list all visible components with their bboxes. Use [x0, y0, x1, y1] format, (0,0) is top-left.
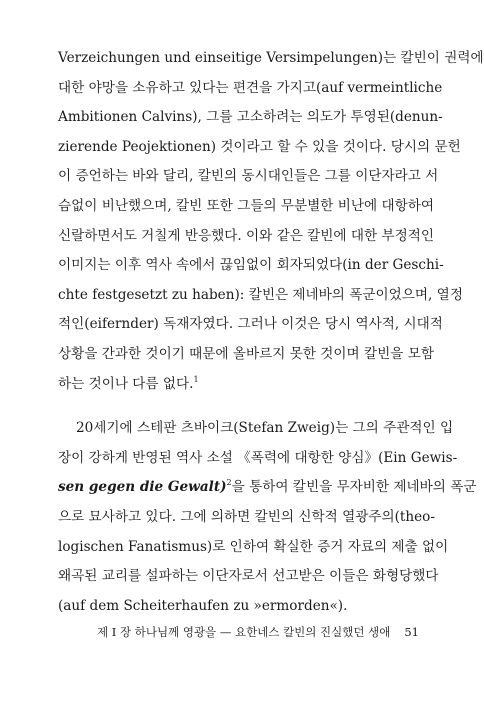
text-line: 장이 강하게 반영된 역사 소설 《폭력에 대항한 양심》(Ein Gewis- — [58, 449, 458, 466]
text-line: 왜곡된 교리를 설파하는 이단자로서 선고받은 이들은 화형당했다 — [58, 568, 439, 585]
text-line — [58, 370, 415, 400]
text-line: Ambitionen Calvins), 그를 고소하려는 의도가 투영된(denun- — [58, 109, 443, 126]
text-line: 이미지는 이후 역사 속에서 끊임없이 회자되었다(in der Geschi- — [58, 257, 444, 274]
text-line: Verzeichungen und einseitige Versimpelungen)는 칼빈이 권력에 — [58, 50, 484, 66]
running-head: 제 I 장 하나님께 영광을 — 요한네스 칼빈의 진실했던 생애 — [97, 625, 391, 639]
text-line: logischen Fanatismus)로 인하여 확실한 증거 자료의 제출 없이 — [58, 538, 449, 555]
body-text — [58, 44, 484, 621]
text-line: chte festgesetzt zu haben): 칼빈은 제네바의 폭군이었으며, 열정 — [58, 286, 463, 303]
text-segment: 하는 것이나 다름 없다. — [58, 375, 194, 392]
text-line: (auf dem Scheiterhaufen zu »ermorden«). — [58, 597, 348, 614]
paragraph-1 — [58, 44, 484, 399]
page-number: 51 — [404, 625, 419, 639]
text-line: 상황을 간과한 것이기 때문에 올바르지 못한 것이며 칼빈을 모함 — [58, 345, 434, 362]
paragraph-2 — [58, 414, 477, 621]
text-line: zierende Peojektionen) 것이라고 할 수 있을 것이다. 당시의 문헌 — [58, 138, 461, 155]
text-line — [58, 473, 477, 503]
footnote-ref-1[interactable]: 1 — [193, 374, 199, 384]
text-segment: 을 통하여 칼빈을 무자비한 제네바의 폭군 — [231, 479, 477, 496]
page-footer — [62, 624, 419, 640]
book-title-italic: sen gegen die Gewalt) — [58, 479, 227, 496]
footnote-ref-2[interactable]: 2 — [226, 478, 232, 488]
text-line: 신랄하면서도 거칠게 반응했다. 이와 같은 칼빈에 대한 부정적인 — [58, 227, 434, 244]
text-line: 적인(eifernder) 독재자였다. 그러나 이것은 당시 역사적, 시대적 — [58, 316, 443, 333]
text-line: 으로 묘사하고 있다. 그에 의하면 칼빈의 신학적 열광주의(theo- — [58, 508, 435, 525]
text-line: 대한 야망을 소유하고 있다는 편견을 가지고(auf vermeintliche — [58, 79, 443, 96]
text-line: 20세기에 스테판 츠바이크(Stefan Zweig)는 그의 주관적인 입 — [76, 420, 454, 437]
text-line: 슴없이 비난했으며, 칼빈 또한 그들의 무분별한 비난에 대항하여 — [58, 197, 434, 214]
text-line: 이 증언하는 바와 달리, 칼빈의 동시대인들은 그를 이단자라고 서 — [58, 168, 439, 185]
